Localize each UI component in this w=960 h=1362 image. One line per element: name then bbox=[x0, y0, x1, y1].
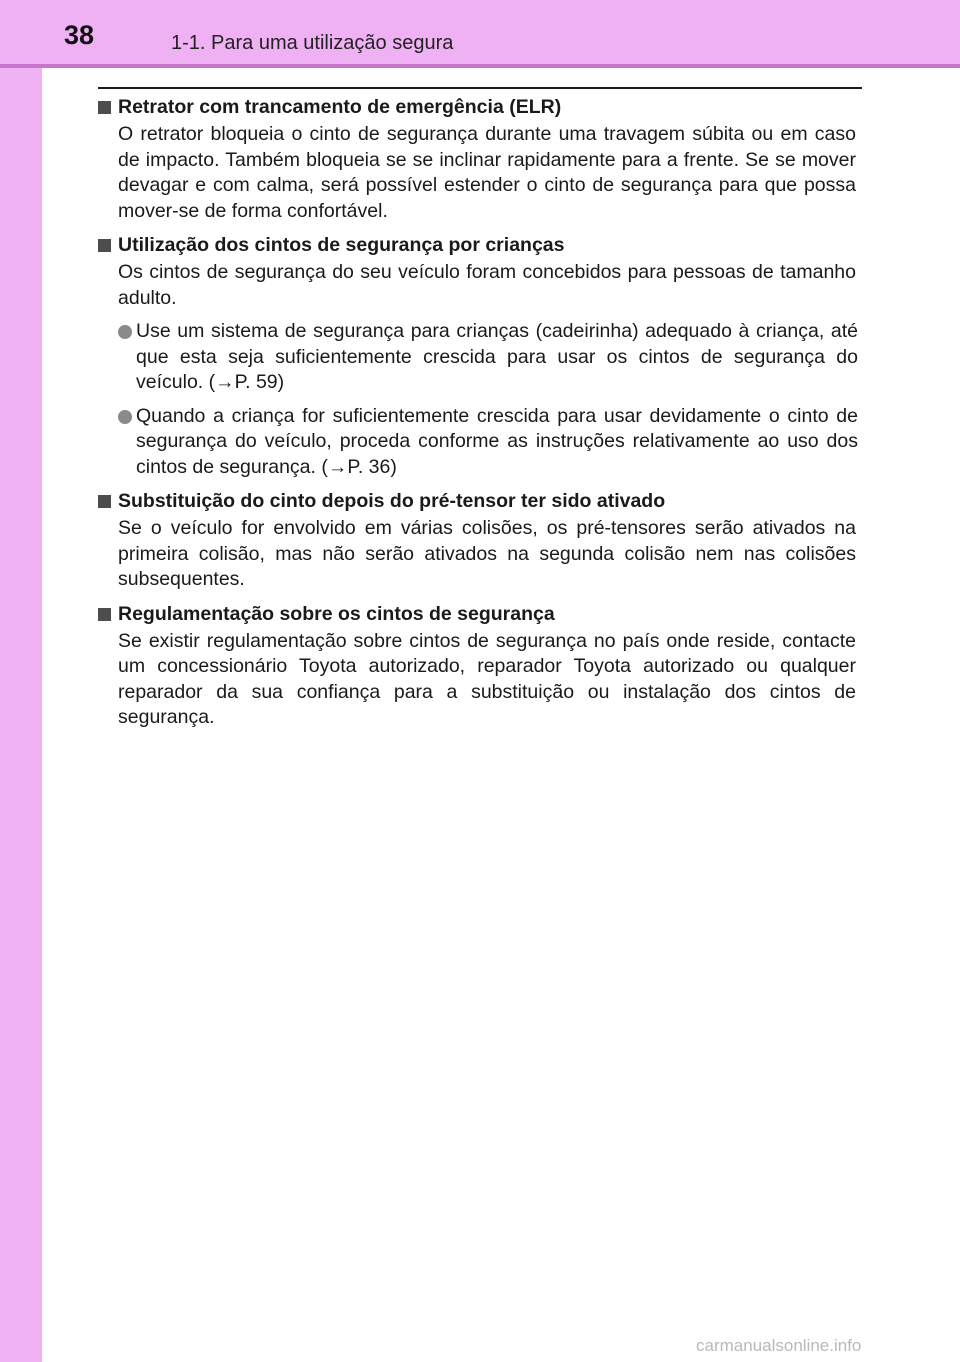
square-bullet-icon bbox=[98, 608, 111, 621]
section-paragraph: O retrator bloqueia o cinto de segurança durante uma travagem súbita ou em caso de impacto. Também bloqueia se se inclinar rapidamente para a frente. Se se mover devagar e com calma, será possível estender o cinto de segurança para que possa mover-se de forma confortável. bbox=[118, 123, 856, 222]
section-heading-text: Utilização dos cintos de segurança por crianças bbox=[118, 234, 565, 256]
list-item bbox=[118, 404, 858, 481]
section-heading-text: Regulamentação sobre os cintos de segurança bbox=[118, 602, 555, 625]
watermark: carmanualsonline.info bbox=[696, 1336, 862, 1355]
page-content bbox=[98, 94, 858, 739]
side-color-band bbox=[0, 0, 42, 1362]
page-number: 38 bbox=[64, 20, 95, 50]
circle-bullet-icon bbox=[118, 410, 132, 424]
list-item-text: Use um sistema de segurança para crianças (cadeirinha) adequado à criança, até que esta seja suficientemente crescida para usar os cintos de segurança do veículo. (→P. 59) bbox=[136, 320, 858, 393]
section-regulations bbox=[98, 601, 858, 731]
square-bullet-icon bbox=[98, 495, 111, 508]
list-item-text: Quando a criança for suficientemente crescida para usar devidamente o cinto de segurança do veículo, proceda conforme as instruções relativamente ao uso dos cintos de segurança. (→P. 36) bbox=[136, 404, 858, 478]
section-heading bbox=[98, 488, 858, 514]
header-band bbox=[0, 0, 960, 64]
content-top-rule bbox=[98, 87, 862, 89]
section-paragraph: Os cintos de segurança do seu veículo foram concebidos para pessoas de tamanho adulto. bbox=[118, 261, 856, 309]
header-divider bbox=[0, 64, 960, 68]
section-heading-text: Retrator com trancamento de emergência (ELR) bbox=[118, 96, 562, 118]
square-bullet-icon bbox=[98, 101, 111, 114]
section-heading bbox=[98, 94, 858, 120]
list-item bbox=[118, 319, 858, 396]
circle-bullet-icon bbox=[118, 325, 132, 339]
section-pretensioner bbox=[98, 488, 858, 593]
section-paragraph: Se existir regulamentação sobre cintos de segurança no país onde reside, contacte um concessionário Toyota autorizado, reparador Toyota autorizado ou qualquer reparador da sua confiança para a substituição ou instalação dos cintos de segurança. bbox=[118, 629, 856, 728]
section-paragraph: Se o veículo for envolvido em várias colisões, os pré-tensores serão ativados na primeira colisão, mas não serão ativados na segunda colisão nem nas colisões subsequentes. bbox=[118, 517, 856, 590]
section-title: 1-1. Para uma utilização segura bbox=[171, 32, 454, 54]
square-bullet-icon bbox=[98, 239, 111, 252]
section-heading-text: Substituição do cinto depois do pré-tensor ter sido ativado bbox=[118, 490, 666, 512]
section-heading bbox=[98, 232, 858, 258]
section-elr bbox=[98, 94, 858, 224]
section-heading bbox=[98, 601, 858, 627]
section-children bbox=[98, 232, 858, 480]
